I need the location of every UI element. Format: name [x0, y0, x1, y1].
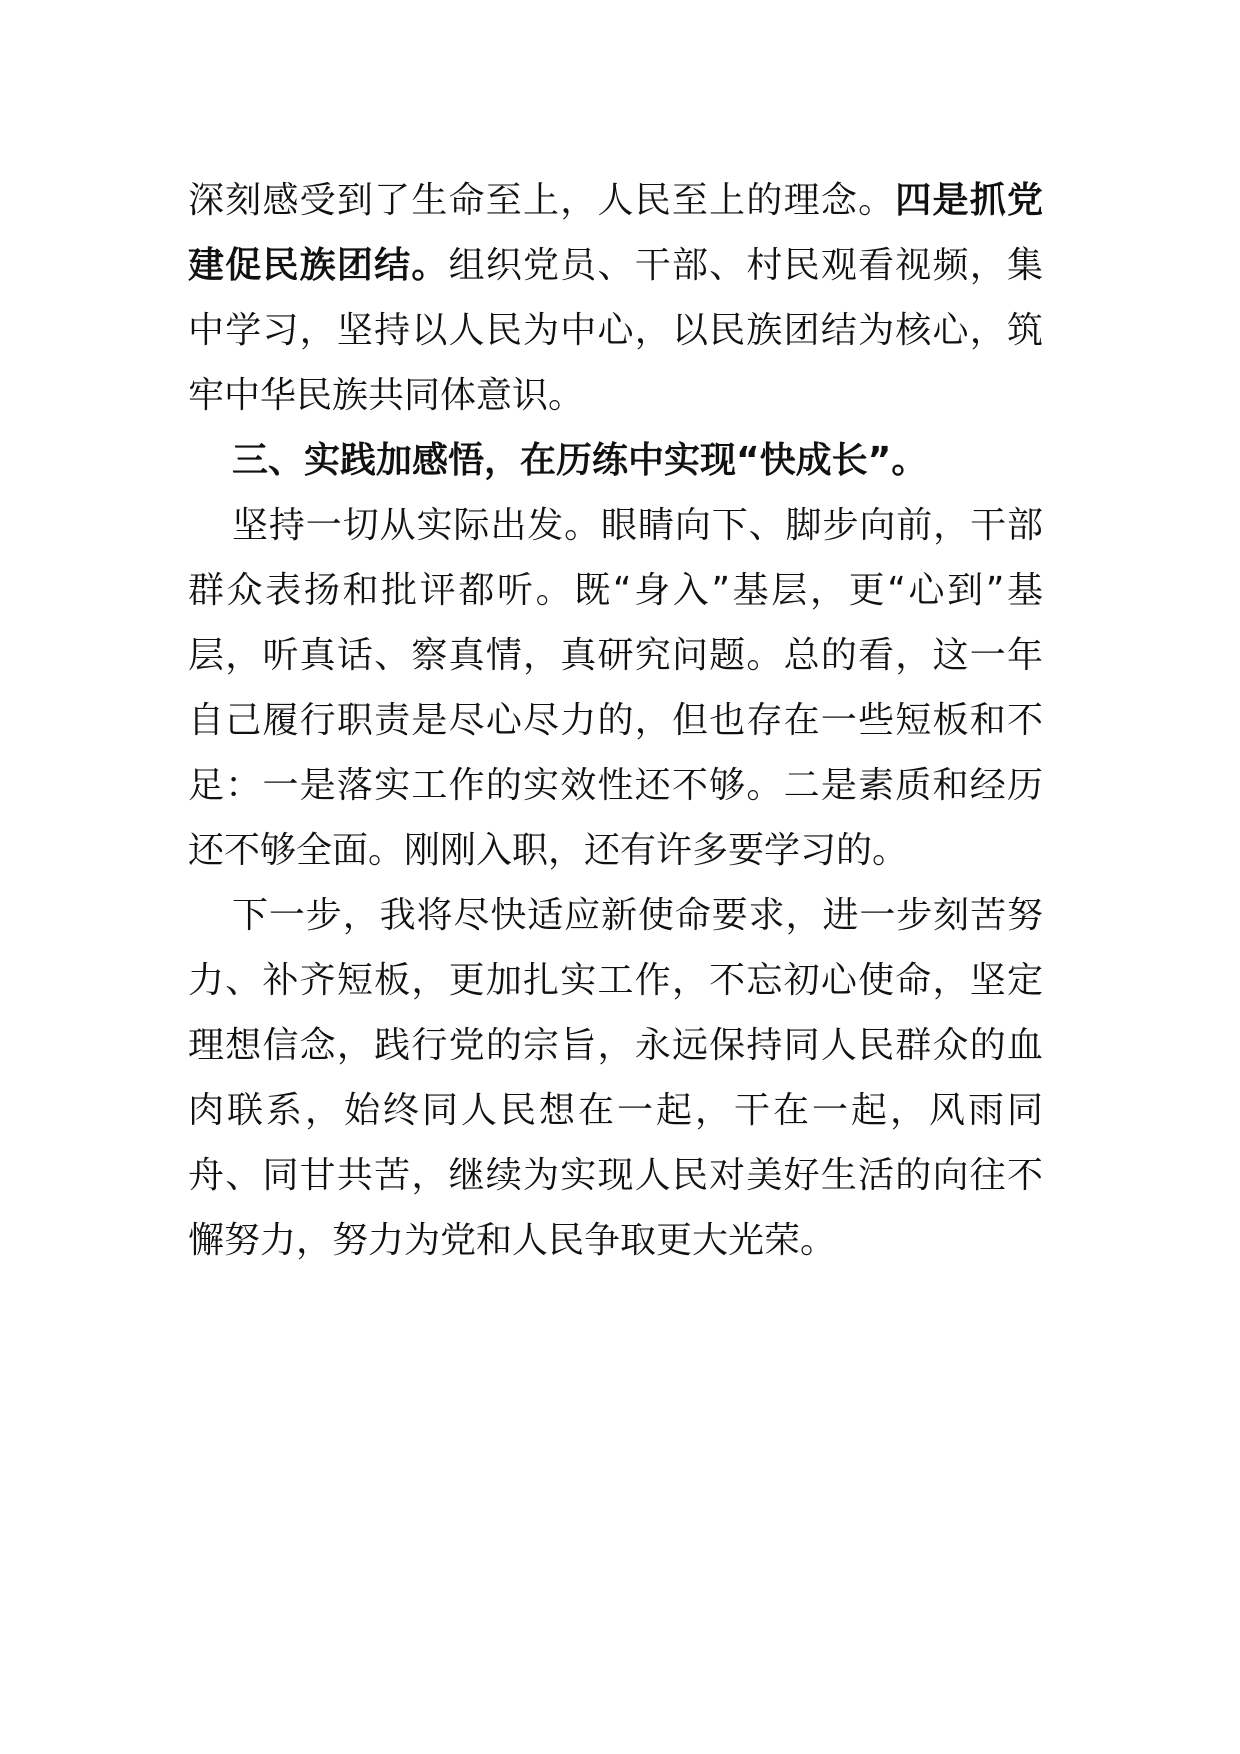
section-heading: 三、实践加感悟，在历练中实现“快成长”。 — [232, 440, 928, 481]
paragraph-text: 组织党员、干部、村民观看视频，集中学习，坚持以人民为中心，以民族团结为核心，筑牢中华民族共同体意识。 — [188, 245, 1043, 416]
paragraph-practice: 坚持一切从实际出发。眼睛向下、脚步向前，干部群众表扬和批评都听。既“身入”基层，更“心到”基层，听真话、察真情，真研究问题。总的看，这一年自己履行职责是尽心尽力的，但也存在一些短板和不足：一是落实工作的实效性还不够。二是素质和经历还不够全面。刚刚入职，还有许多要学习的。 — [188, 505, 1043, 871]
bold-subheading: 四是抓党建促民族团结。 — [188, 180, 1043, 286]
paragraph-next-step: 下一步，我将尽快适应新使命要求，进一步刻苦努力、补齐短板，更加扎实工作，不忘初心使命，坚定理想信念，践行党的宗旨，永远保持同人民群众的血肉联系，始终同人民想在一起，干在一起，风雨同舟、同甘共苦，继续为实现人民对美好生活的向往不懈努力，努力为党和人民争取更大光荣。 — [188, 895, 1043, 1261]
document-body — [188, 168, 1043, 1273]
paragraph-text: 深刻感受到了生命至上，人民至上的理念。 — [188, 180, 896, 221]
paragraph-continued — [188, 168, 1043, 428]
